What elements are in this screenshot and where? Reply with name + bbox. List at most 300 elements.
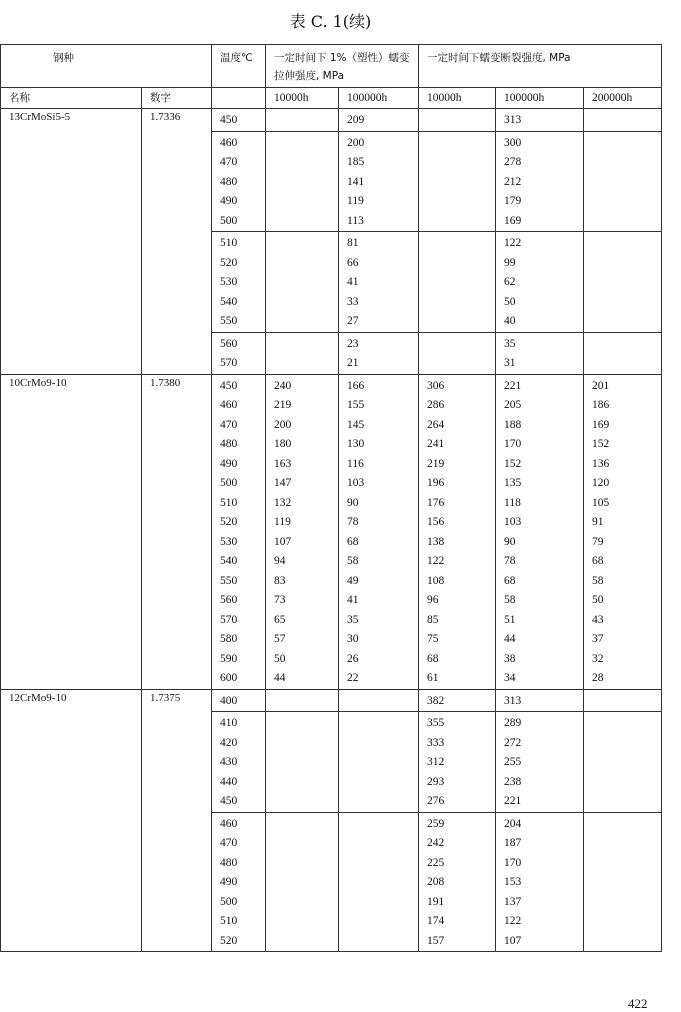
cell-value: 118 — [504, 496, 521, 509]
cell-value: 58 — [592, 574, 604, 587]
cell-value — [592, 212, 661, 232]
cell-value — [274, 912, 338, 932]
cell-value — [592, 134, 661, 154]
cell-value — [274, 111, 338, 131]
cell-value — [592, 273, 661, 293]
cell-value: 90 — [347, 496, 359, 509]
cell-value: 242 — [427, 837, 445, 849]
rupture-100000h-cell — [496, 812, 584, 952]
cell-value: 520 — [220, 934, 238, 947]
cell-value — [274, 192, 338, 212]
cell-value: 105 — [592, 496, 610, 509]
material-name: 10CrMo9-10 — [1, 374, 142, 689]
cell-value — [592, 692, 661, 712]
cell-value: 430 — [220, 756, 238, 768]
cell-value — [427, 212, 495, 232]
cell-value: 130 — [347, 438, 365, 450]
cell-value: 32 — [592, 652, 604, 665]
cell-value — [347, 912, 418, 932]
cell-value: 238 — [504, 775, 522, 788]
rupture-100000h-cell — [496, 332, 584, 374]
creep-10000h-cell — [266, 332, 339, 374]
cell-value: 450 — [220, 379, 238, 392]
cell-value: 500 — [220, 895, 238, 908]
cell-value: 31 — [504, 357, 516, 369]
cell-value: 68 — [504, 574, 516, 587]
cell-value: 21 — [347, 357, 359, 369]
cell-value — [274, 254, 338, 274]
cell-value: 57 — [274, 633, 286, 645]
cell-value: 78 — [504, 555, 516, 567]
creep-10000h-cell — [266, 232, 339, 333]
cell-value: 186 — [592, 399, 610, 411]
header-number: 数字 — [142, 88, 212, 109]
cell-value — [347, 692, 418, 712]
cell-value: 490 — [220, 195, 238, 207]
cell-value: 204 — [504, 817, 522, 830]
cell-value: 208 — [427, 876, 445, 888]
cell-value: 550 — [220, 315, 238, 327]
cell-value: 333 — [427, 736, 445, 749]
cell-value — [274, 293, 338, 313]
cell-value — [274, 815, 338, 835]
temperature-cell — [212, 712, 266, 813]
cell-value — [592, 254, 661, 274]
cell-value — [592, 932, 661, 952]
rupture-200000h-cell — [584, 109, 662, 132]
cell-value: 38 — [504, 652, 516, 665]
cell-value: 200 — [274, 418, 292, 431]
cell-value: 196 — [427, 477, 445, 489]
rupture-200000h-cell — [584, 332, 662, 374]
rupture-10000h-cell — [419, 109, 496, 132]
material-name: 12CrMo9-10 — [1, 689, 142, 952]
header-rupture-100000h: 100000h — [496, 88, 584, 109]
cell-value: 132 — [274, 496, 292, 509]
cell-value: 530 — [220, 535, 238, 548]
cell-value: 500 — [220, 477, 238, 489]
cell-value — [592, 354, 661, 374]
rupture-10000h-cell — [419, 689, 496, 712]
cell-value: 219 — [427, 457, 445, 470]
cell-value: 600 — [220, 672, 238, 684]
cell-value: 570 — [220, 357, 238, 369]
table-body — [1, 109, 662, 952]
cell-value: 590 — [220, 652, 238, 665]
cell-value: 153 — [504, 876, 522, 888]
cell-value: 30 — [347, 633, 359, 645]
cell-value: 94 — [274, 555, 286, 567]
cell-value: 510 — [220, 496, 238, 509]
cell-value — [274, 273, 338, 293]
cell-value: 147 — [274, 477, 292, 489]
creep-100000h-cell — [339, 232, 419, 333]
table-row — [1, 689, 662, 712]
cell-value: 99 — [504, 256, 516, 269]
rupture-100000h-cell — [496, 131, 584, 232]
cell-value — [592, 111, 661, 131]
cell-value — [274, 854, 338, 874]
creep-100000h-cell — [339, 812, 419, 952]
cell-value — [347, 753, 418, 773]
cell-value: 169 — [504, 214, 522, 227]
cell-value: 43 — [592, 613, 604, 626]
cell-value — [427, 335, 495, 355]
creep-100000h-cell — [339, 131, 419, 232]
creep-100000h-cell — [339, 374, 419, 689]
cell-value: 201 — [592, 379, 610, 392]
temperature-cell — [212, 109, 266, 132]
cell-value: 179 — [504, 195, 522, 207]
cell-value — [274, 734, 338, 754]
creep-10000h-cell — [266, 131, 339, 232]
temperature-cell — [212, 689, 266, 712]
cell-value: 73 — [274, 594, 286, 606]
cell-value: 185 — [347, 156, 365, 168]
temperature-cell — [212, 232, 266, 333]
cell-value: 119 — [274, 516, 291, 528]
cell-value: 35 — [504, 337, 516, 350]
creep-10000h-cell — [266, 812, 339, 952]
cell-value: 355 — [427, 717, 445, 729]
cell-value: 44 — [274, 672, 286, 684]
cell-value: 400 — [220, 694, 238, 707]
cell-value: 91 — [592, 516, 604, 528]
cell-value: 155 — [347, 399, 365, 411]
cell-value: 68 — [427, 652, 439, 665]
cell-value — [592, 734, 661, 754]
page-number: 422 — [628, 996, 648, 1011]
cell-value — [592, 753, 661, 773]
cell-value — [427, 273, 495, 293]
cell-value: 180 — [274, 438, 292, 450]
cell-value — [592, 792, 661, 812]
cell-value: 382 — [427, 694, 445, 707]
material-number: 1.7380 — [142, 374, 212, 689]
table-row — [1, 109, 662, 132]
cell-value: 163 — [274, 457, 292, 470]
header-steel: 钢种 — [1, 45, 212, 88]
cell-value — [347, 834, 418, 854]
cell-value: 50 — [504, 295, 516, 308]
cell-value — [592, 335, 661, 355]
cell-value: 85 — [427, 613, 439, 626]
cell-value: 122 — [504, 915, 522, 927]
rupture-100000h-cell — [496, 689, 584, 712]
cell-value — [592, 293, 661, 313]
cell-value: 200 — [347, 136, 365, 149]
cell-value: 550 — [220, 574, 238, 587]
cell-value: 289 — [504, 717, 522, 729]
cell-value: 510 — [220, 915, 238, 927]
cell-value — [592, 873, 661, 893]
cell-value — [592, 815, 661, 835]
cell-value: 58 — [347, 555, 359, 567]
cell-value: 490 — [220, 876, 238, 888]
cell-value: 49 — [347, 574, 359, 587]
header-creep-100000h: 100000h — [339, 88, 419, 109]
cell-value: 78 — [347, 516, 359, 528]
rupture-100000h-cell — [496, 232, 584, 333]
cell-value — [427, 354, 495, 374]
cell-value — [347, 792, 418, 812]
cell-value: 58 — [504, 594, 516, 606]
rupture-10000h-cell — [419, 332, 496, 374]
creep-10000h-cell — [266, 109, 339, 132]
cell-value: 145 — [347, 418, 365, 431]
cell-value — [427, 153, 495, 173]
cell-value: 470 — [220, 837, 238, 849]
cell-value — [347, 932, 418, 952]
cell-value: 240 — [274, 379, 292, 392]
cell-value: 27 — [347, 315, 359, 327]
creep-100000h-cell — [339, 689, 419, 712]
cell-value: 103 — [504, 516, 522, 528]
cell-value: 470 — [220, 418, 238, 431]
cell-value: 50 — [274, 652, 286, 665]
cell-value — [427, 293, 495, 313]
cell-value: 113 — [347, 214, 364, 227]
cell-value: 410 — [220, 717, 238, 729]
cell-value: 62 — [504, 276, 516, 288]
rupture-200000h-cell — [584, 232, 662, 333]
cell-value: 313 — [504, 694, 522, 707]
header-rupture-10000h: 10000h — [419, 88, 496, 109]
cell-value: 286 — [427, 399, 445, 411]
creep-10000h-cell — [266, 689, 339, 712]
cell-value: 420 — [220, 736, 238, 749]
cell-value: 480 — [220, 438, 238, 450]
cell-value: 135 — [504, 477, 522, 489]
cell-value: 221 — [504, 795, 522, 807]
cell-value: 272 — [504, 736, 522, 749]
temperature-cell — [212, 332, 266, 374]
cell-value: 40 — [504, 315, 516, 327]
cell-value — [347, 873, 418, 893]
rupture-100000h-cell — [496, 109, 584, 132]
table-title: 表 C. 1(续) — [289, 12, 372, 31]
cell-value: 170 — [504, 438, 522, 450]
cell-value — [427, 192, 495, 212]
cell-value: 560 — [220, 594, 238, 606]
cell-value: 137 — [504, 895, 522, 908]
cell-value — [592, 854, 661, 874]
cell-value: 68 — [347, 535, 359, 548]
cell-value: 96 — [427, 594, 439, 606]
rupture-10000h-cell — [419, 131, 496, 232]
header-temp-blank — [212, 88, 266, 109]
cell-value: 278 — [504, 156, 522, 168]
cell-value — [592, 714, 661, 734]
cell-value — [347, 773, 418, 793]
cell-value: 66 — [347, 256, 359, 269]
creep-100000h-cell — [339, 712, 419, 813]
cell-value — [592, 234, 661, 254]
rupture-100000h-cell — [496, 374, 584, 689]
cell-value: 122 — [504, 237, 522, 249]
material-number: 1.7375 — [142, 689, 212, 952]
creep-100000h-cell — [339, 332, 419, 374]
cell-value: 83 — [274, 574, 286, 587]
rupture-100000h-cell — [496, 712, 584, 813]
cell-value: 170 — [504, 856, 522, 869]
cell-value: 205 — [504, 399, 522, 411]
cell-value: 120 — [592, 477, 610, 489]
cell-value: 152 — [504, 457, 522, 470]
cell-value — [427, 234, 495, 254]
cell-value: 510 — [220, 237, 238, 249]
rupture-200000h-cell — [584, 131, 662, 232]
cell-value: 313 — [504, 114, 522, 126]
cell-value — [274, 753, 338, 773]
material-number: 1.7336 — [142, 109, 212, 375]
rupture-10000h-cell — [419, 232, 496, 333]
rupture-10000h-cell — [419, 374, 496, 689]
cell-value: 176 — [427, 496, 445, 509]
cell-value — [347, 734, 418, 754]
cell-value: 90 — [504, 535, 516, 548]
cell-value — [592, 192, 661, 212]
cell-value: 560 — [220, 337, 238, 350]
temperature-cell — [212, 812, 266, 952]
cell-value: 22 — [347, 672, 359, 684]
cell-value — [274, 792, 338, 812]
cell-value: 450 — [220, 114, 238, 126]
cell-value: 570 — [220, 613, 238, 626]
cell-value: 306 — [427, 379, 445, 392]
cell-value: 61 — [427, 672, 439, 684]
cell-value: 500 — [220, 214, 238, 227]
creep-100000h-cell — [339, 109, 419, 132]
cell-value: 33 — [347, 295, 359, 308]
cell-value: 174 — [427, 915, 445, 927]
cell-value: 138 — [427, 535, 445, 548]
cell-value: 219 — [274, 399, 292, 411]
cell-value — [274, 932, 338, 952]
creep-strength-table — [0, 44, 662, 952]
cell-value: 75 — [427, 633, 439, 645]
cell-value: 65 — [274, 613, 286, 626]
cell-value — [274, 692, 338, 712]
cell-value: 41 — [347, 276, 359, 288]
cell-value — [274, 234, 338, 254]
rupture-200000h-cell — [584, 812, 662, 952]
cell-value: 293 — [427, 775, 445, 788]
header-creep-10000h: 10000h — [266, 88, 339, 109]
cell-value: 520 — [220, 516, 238, 528]
cell-value: 191 — [427, 895, 445, 908]
cell-value: 540 — [220, 555, 238, 567]
cell-value: 580 — [220, 633, 238, 645]
cell-value: 312 — [427, 756, 445, 768]
creep-10000h-cell — [266, 712, 339, 813]
cell-value: 122 — [427, 555, 445, 567]
cell-value: 460 — [220, 136, 238, 149]
cell-value — [274, 312, 338, 332]
cell-value: 169 — [592, 418, 610, 431]
cell-value: 103 — [347, 477, 365, 489]
cell-value: 276 — [427, 795, 445, 807]
cell-value: 460 — [220, 817, 238, 830]
cell-value — [592, 834, 661, 854]
header-rupture-200000h: 200000h — [584, 88, 662, 109]
cell-value: 188 — [504, 418, 522, 431]
cell-value: 81 — [347, 237, 359, 249]
cell-value — [274, 212, 338, 232]
cell-value: 108 — [427, 574, 445, 587]
material-name: 13CrMoSi5-5 — [1, 109, 142, 375]
cell-value: 255 — [504, 756, 522, 768]
cell-value: 209 — [347, 114, 365, 126]
cell-value: 23 — [347, 337, 359, 350]
cell-value — [592, 173, 661, 193]
cell-value — [427, 312, 495, 332]
temperature-cell — [212, 131, 266, 232]
cell-value: 259 — [427, 817, 445, 830]
cell-value: 79 — [592, 535, 604, 548]
cell-value — [347, 815, 418, 835]
cell-value: 141 — [347, 175, 365, 188]
cell-value: 51 — [504, 613, 516, 626]
cell-value: 157 — [427, 934, 445, 947]
cell-value: 136 — [592, 457, 610, 470]
cell-value: 241 — [427, 438, 445, 450]
cell-value: 37 — [592, 633, 604, 645]
cell-value — [592, 153, 661, 173]
cell-value: 540 — [220, 295, 238, 308]
cell-value — [274, 873, 338, 893]
cell-value: 225 — [427, 856, 445, 869]
cell-value: 450 — [220, 795, 238, 807]
cell-value — [592, 773, 661, 793]
cell-value: 35 — [347, 613, 359, 626]
cell-value — [347, 714, 418, 734]
cell-value — [274, 335, 338, 355]
cell-value: 44 — [504, 633, 516, 645]
cell-value: 490 — [220, 457, 238, 470]
cell-value: 530 — [220, 276, 238, 288]
cell-value — [592, 312, 661, 332]
cell-value — [274, 153, 338, 173]
cell-value: 41 — [347, 594, 359, 606]
cell-value — [592, 912, 661, 932]
cell-value: 166 — [347, 379, 365, 392]
cell-value — [274, 714, 338, 734]
cell-value — [427, 173, 495, 193]
cell-value — [347, 854, 418, 874]
cell-value — [274, 134, 338, 154]
cell-value: 68 — [592, 555, 604, 567]
cell-value: 107 — [274, 535, 292, 548]
cell-value — [274, 834, 338, 854]
rupture-200000h-cell — [584, 374, 662, 689]
cell-value: 107 — [504, 934, 522, 947]
creep-10000h-cell — [266, 374, 339, 689]
cell-value: 300 — [504, 136, 522, 149]
rupture-200000h-cell — [584, 712, 662, 813]
cell-value: 116 — [347, 457, 364, 470]
header-creep-strength: 一定时间下 1%（塑性）蠕变拉伸强度, MPa — [266, 45, 419, 88]
cell-value — [274, 173, 338, 193]
cell-value: 152 — [592, 438, 610, 450]
cell-value — [427, 254, 495, 274]
cell-value: 470 — [220, 156, 238, 168]
cell-value: 264 — [427, 418, 445, 431]
cell-value — [274, 773, 338, 793]
temperature-cell — [212, 374, 266, 689]
cell-value: 460 — [220, 399, 238, 411]
cell-value: 50 — [592, 594, 604, 606]
